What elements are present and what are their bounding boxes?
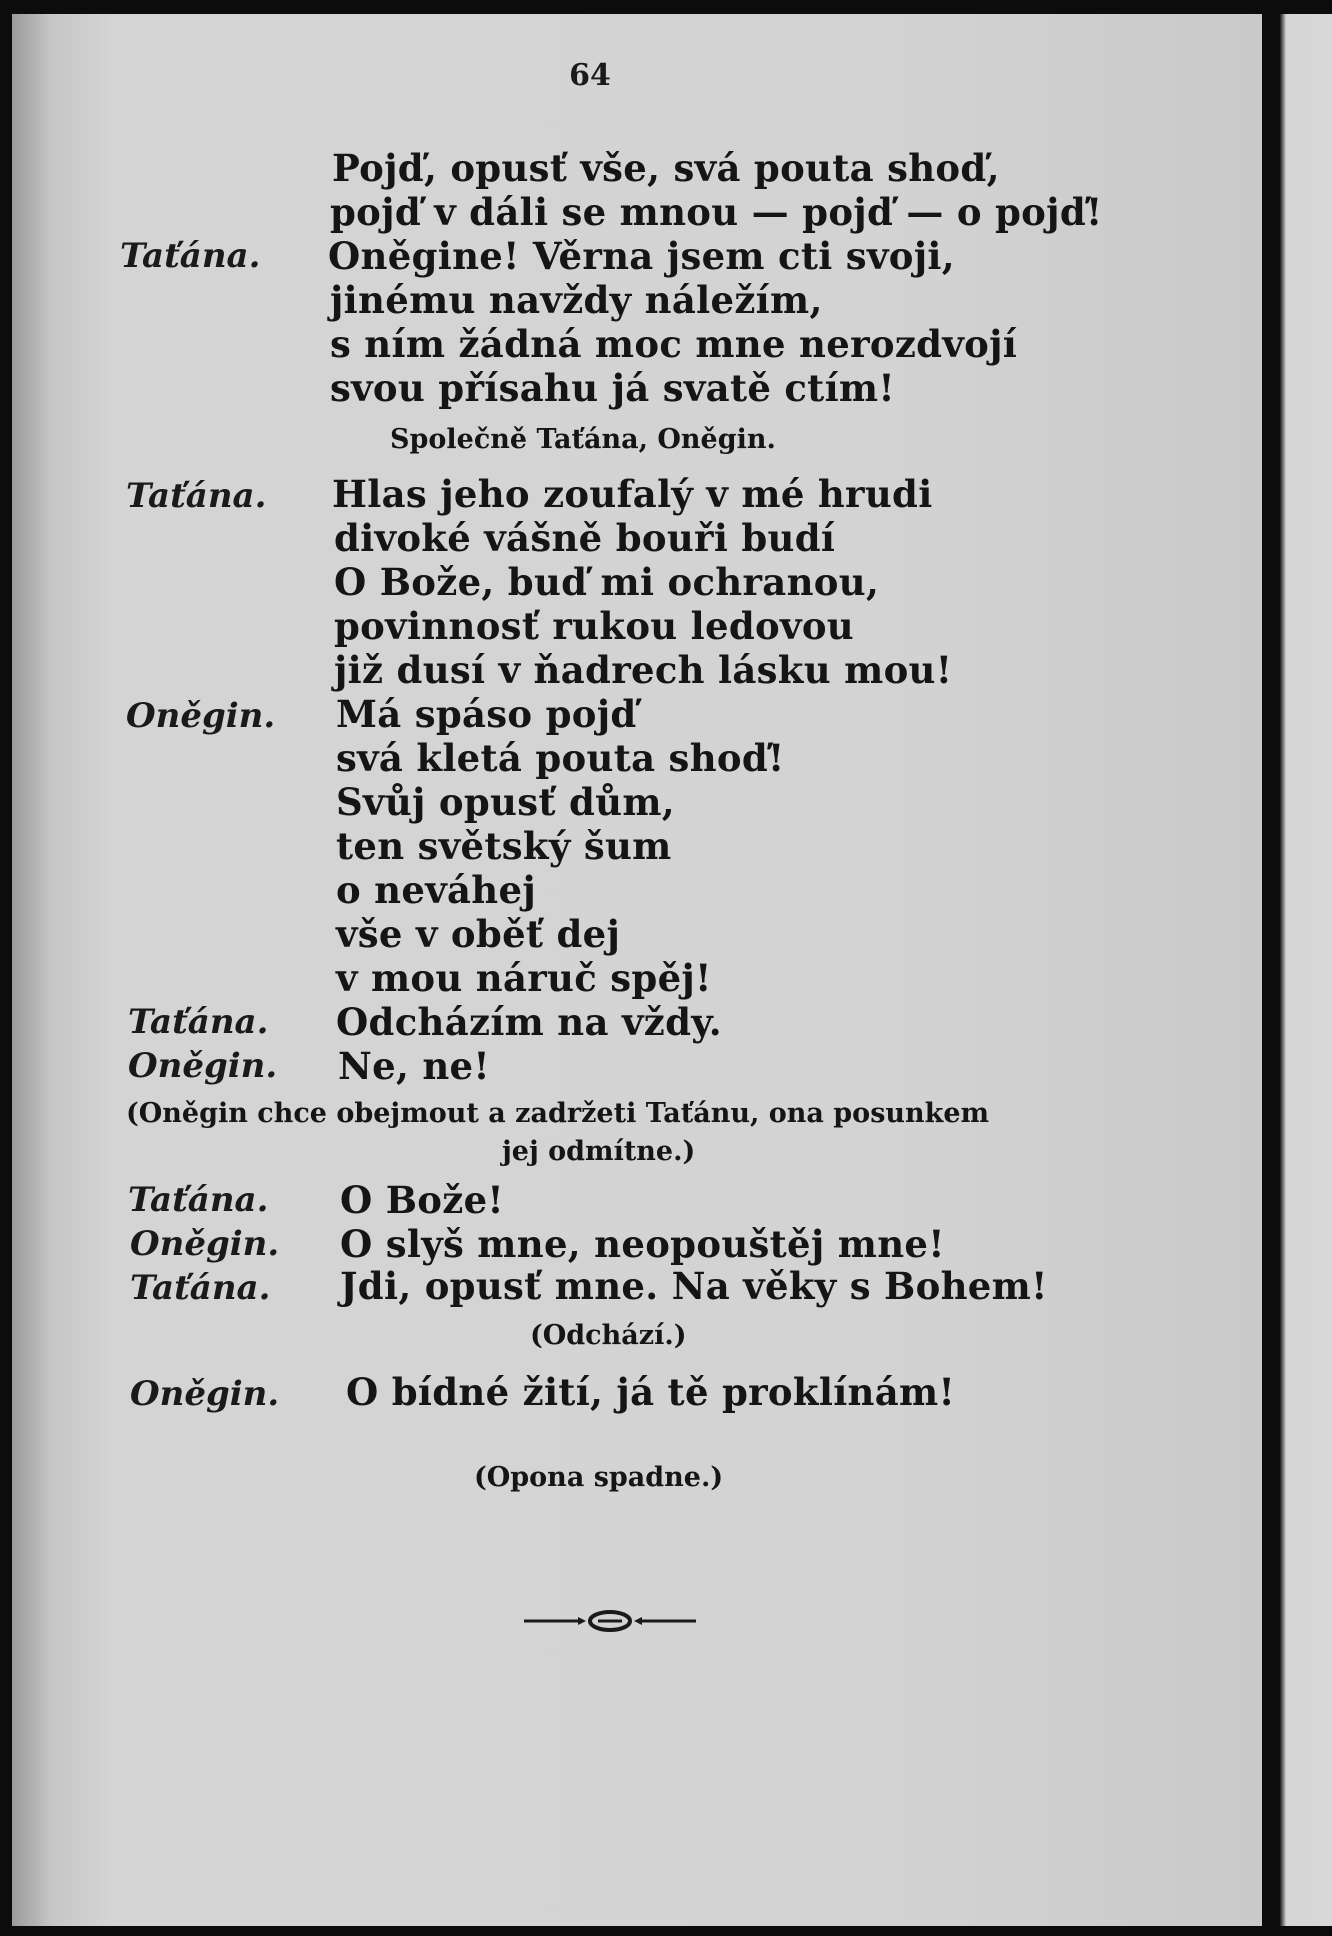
verse-line: Hlas jeho zoufalý v mé hrudi xyxy=(332,472,933,516)
speaker-label: Taťána. xyxy=(128,1002,269,1042)
verse-line: Odcházím na vždy. xyxy=(336,1000,722,1044)
verse-line: O slyš mne, neopouštěj mne! xyxy=(340,1222,945,1266)
verse-line: Pojď, opusť vše, svá pouta shoď, xyxy=(332,146,1000,190)
verse-line: povinnosť rukou ledovou xyxy=(334,604,855,648)
speaker-label: Oněgin. xyxy=(130,1374,280,1414)
next-page-edge xyxy=(1280,14,1332,1926)
verse-line: divoké vášně bouři budí xyxy=(334,516,836,560)
verse-line: Svůj opusť dům, xyxy=(336,780,675,824)
verse-line: jinému navždy náležím, xyxy=(330,278,823,322)
end-ornament-icon xyxy=(520,1606,700,1636)
stage-direction: (Opona spadne.) xyxy=(474,1462,724,1493)
speaker-label: Oněgin. xyxy=(128,1046,278,1086)
verse-line: ten světský šum xyxy=(336,824,672,868)
speaker-label: Taťána. xyxy=(120,236,261,276)
verse-line: O Bože, buď mi ochranou, xyxy=(334,560,880,604)
verse-line: s ním žádná moc mne nerozdvojí xyxy=(330,322,1018,366)
page-shadow xyxy=(12,14,52,1926)
verse-line: v mou náruč spěj! xyxy=(336,956,712,1000)
stage-direction: jej odmítne.) xyxy=(502,1136,696,1167)
speaker-label: Taťána. xyxy=(126,476,267,516)
verse-line: Má spáso pojď xyxy=(336,692,637,736)
speaker-label: Taťána. xyxy=(128,1180,269,1220)
verse-line: svá kletá pouta shoď! xyxy=(336,736,785,780)
verse-line: vše v oběť dej xyxy=(336,912,621,956)
verse-line: Ne, ne! xyxy=(338,1044,490,1088)
stage-direction: Společně Taťána, Oněgin. xyxy=(390,424,776,455)
speaker-label: Oněgin. xyxy=(130,1224,280,1264)
verse-line: Oněgine! Věrna jsem cti svoji, xyxy=(328,234,955,278)
verse-line: o neváhej xyxy=(336,868,537,912)
stage-direction: (Oněgin chce obejmout a zadržeti Taťánu, ona posunkem xyxy=(126,1098,990,1129)
verse-line: Jdi, opusť mne. Na věky s Bohem! xyxy=(340,1264,1048,1308)
speaker-label: Oněgin. xyxy=(126,696,276,736)
page-number: 64 xyxy=(569,58,611,93)
verse-line: již dusí v ňadrech lásku mou! xyxy=(334,648,953,692)
speaker-label: Taťána. xyxy=(130,1268,271,1308)
verse-line: O bídné žití, já tě proklínám! xyxy=(346,1370,956,1414)
stage-direction: (Odchází.) xyxy=(530,1320,687,1351)
verse-line: pojď v dáli se mnou — pojď — o pojď! xyxy=(330,190,1103,234)
verse-line: svou přísahu já svatě ctím! xyxy=(330,366,895,410)
verse-line: O Bože! xyxy=(340,1178,504,1222)
